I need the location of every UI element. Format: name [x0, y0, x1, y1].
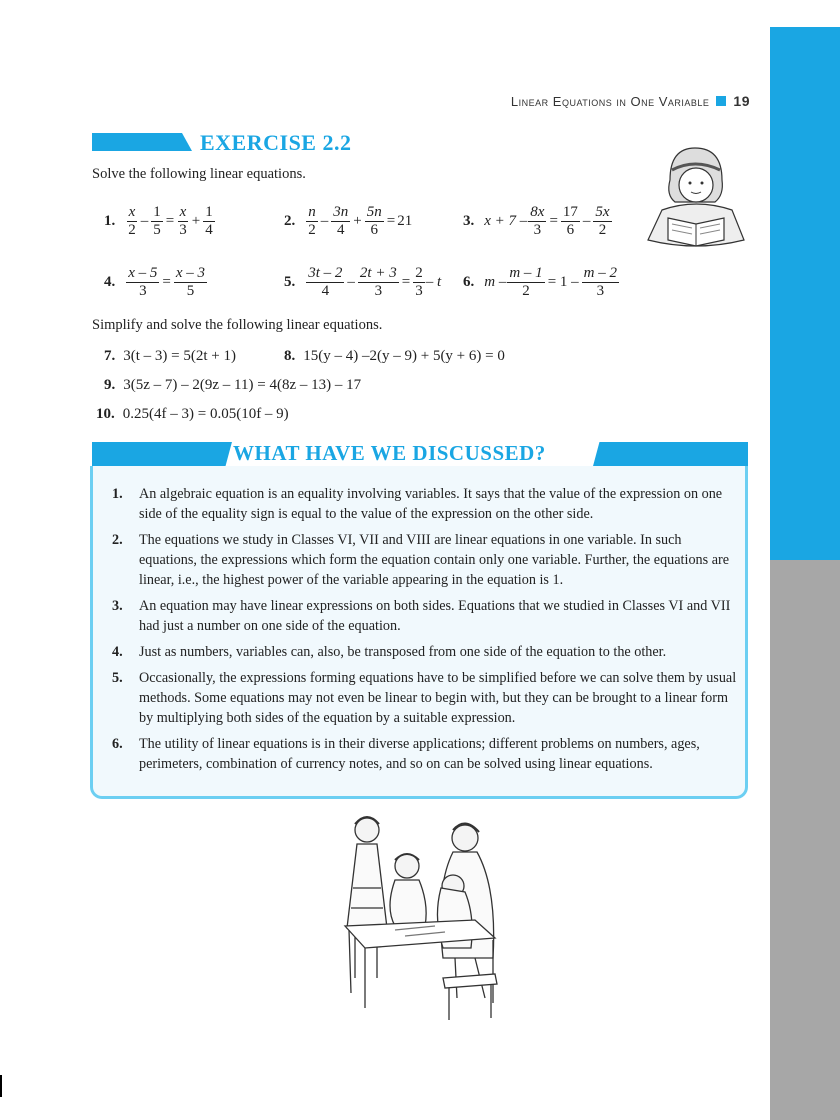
item-text: Just as numbers, variables can, also, be transposed from one side of the equation to the other.	[139, 644, 667, 660]
tail-term: – t	[425, 274, 442, 290]
problem-number: 4.	[104, 274, 116, 290]
numerator: 2	[415, 265, 423, 281]
problem-2: 2. $\frac{n}{2}$ – $\frac{3n}{4}$ + $\frac{5n}{6}$ = 21	[284, 204, 413, 238]
denominator: 3	[596, 283, 605, 299]
denominator: 2	[522, 283, 530, 299]
list-item	[112, 642, 737, 662]
discussion-title: WHAT HAVE WE DISCUSSED?	[233, 441, 546, 465]
denominator: 3	[415, 283, 423, 299]
item-number: 1.	[112, 486, 123, 502]
equation: 3(t – 3) = 5(2t + 1)	[123, 348, 236, 364]
item-text: An algebraic equation is an equality involving variables. It says that the value of the expression on one side of the equality sign is equal to the value of the expression on the other side.	[139, 486, 723, 522]
problem-7	[104, 348, 236, 365]
numerator: 8x	[530, 204, 545, 220]
numerator: 3n	[333, 204, 349, 220]
instruction-simplify: Simplify and solve the following linear equations.	[92, 317, 383, 333]
denominator: 5	[153, 222, 161, 238]
problem-number: 6.	[463, 274, 475, 290]
list-item	[112, 734, 737, 774]
item-number: 6.	[112, 736, 123, 752]
item-text: The utility of linear equations is in their diverse applications; different problems on numbers, ages, perimeters, combination of currency notes, and so on can be solved using linear equations.	[139, 736, 700, 772]
item-text: An equation may have linear expressions on both sides. Equations that we studied in Classes VI and VII had just a number on one side of the equation.	[139, 598, 731, 634]
numerator: 5n	[366, 204, 382, 220]
running-title: Linear Equations in One Variable	[510, 93, 710, 109]
numerator: 5x	[595, 204, 610, 220]
denominator: 2	[598, 222, 607, 238]
numerator: x	[179, 204, 187, 220]
problem-10	[96, 406, 289, 423]
numerator: m – 1	[509, 265, 543, 281]
problem-number: 3.	[463, 213, 475, 229]
item-number: 3.	[112, 598, 123, 614]
denominator: 2	[128, 222, 136, 238]
header-square-icon	[716, 96, 726, 106]
numerator: m – 2	[583, 265, 617, 281]
denominator: 6	[370, 222, 378, 238]
numerator: 17	[562, 204, 578, 220]
equation: 3(5z – 7) – 2(9z – 11) = 4(8z – 13) – 17	[123, 377, 362, 393]
numerator: x	[128, 204, 136, 220]
problem-number: 7.	[104, 348, 116, 364]
running-header	[511, 93, 750, 109]
side-tab-gray	[770, 560, 840, 1120]
girl-reading-icon	[640, 140, 750, 260]
exercise-bar	[92, 133, 192, 151]
denominator: 3	[374, 283, 383, 299]
numerator: x – 5	[128, 265, 158, 281]
denominator: 3	[533, 222, 542, 238]
page-number: 19	[733, 93, 750, 109]
denominator: 4	[321, 283, 330, 299]
problem-number: 10.	[96, 406, 115, 422]
problem-6	[463, 265, 620, 300]
children-studying-icon	[325, 808, 515, 1028]
problem-4: 4. $\frac{x - 5}{3}$ = $\frac{x - 3}{5}$	[104, 265, 206, 299]
lhs-expression: m –	[484, 274, 507, 290]
side-tab-blue	[770, 27, 840, 560]
item-number: 5.	[112, 670, 123, 686]
numerator: n	[308, 204, 316, 220]
instruction-solve: Solve the following linear equations.	[92, 166, 306, 182]
exercise-title: EXERCISE 2.2	[200, 130, 352, 155]
numerator: x – 3	[175, 265, 206, 281]
list-item	[112, 668, 737, 728]
item-text: Occasionally, the expressions forming equations have to be simplified before we can solve them by usual methods. Some equations may not even be linear to begin with, but they can be brought to a linear form by multiplying both sides of the equation by a suitable expression.	[139, 670, 737, 726]
rhs-value: 21	[397, 213, 413, 229]
discussion-list	[112, 484, 737, 780]
equation: 15(y – 4) –2(y – 9) + 5(y + 6) = 0	[303, 348, 505, 364]
problem-number: 9.	[104, 377, 116, 393]
lhs-expression: x + 7 –	[484, 213, 528, 229]
mid-expression: = 1 –	[547, 274, 579, 290]
numerator: 3t – 2	[308, 265, 343, 281]
list-item	[112, 530, 737, 590]
numerator: 2t + 3	[359, 265, 397, 281]
problem-number: 8.	[284, 348, 296, 364]
item-number: 4.	[112, 644, 123, 660]
problem-number: 1.	[104, 213, 116, 229]
problem-9	[104, 377, 361, 394]
list-item	[112, 484, 737, 524]
numerator: 1	[153, 204, 161, 220]
denominator: 4	[337, 222, 345, 238]
denominator: 3	[179, 222, 187, 238]
denominator: 6	[566, 222, 575, 238]
numerator: 1	[205, 204, 213, 220]
denominator: 2	[308, 222, 316, 238]
problem-3: 3. x + 7 – $\frac{8x}{3}$ = $\frac{17}{6}$ – $\frac{5x}{2}$	[463, 204, 610, 238]
denominator: 5	[186, 283, 195, 299]
problem-5: 5. $\frac{3t - 2}{4}$ – $\frac{2t + 3}{3}$ = $\frac{2}{3}$ – t	[284, 265, 442, 299]
list-item	[112, 596, 737, 636]
item-text: The equations we study in Classes VI, VII and VIII are linear equations in one variable. In such equations, the expressions which form the equation contain only one variable. Further, the equations are linear, i.e., the highest power of the variable appearing in the equation is 1.	[139, 532, 730, 588]
problem-number: 2.	[284, 213, 296, 229]
crop-mark	[0, 1075, 2, 1097]
equation: 0.25(4f – 3) = 0.05(10f – 9)	[122, 406, 289, 422]
problem-number: 5.	[284, 274, 296, 290]
denominator: 3	[139, 283, 147, 299]
denominator: 4	[205, 222, 213, 238]
problem-1: 1. $\frac{x}{2}$ – $\frac{1}{5}$ = $\frac{x}{3}$ + $\frac{1}{4}$	[104, 204, 213, 238]
item-number: 2.	[112, 532, 123, 548]
problem-8	[284, 348, 505, 365]
